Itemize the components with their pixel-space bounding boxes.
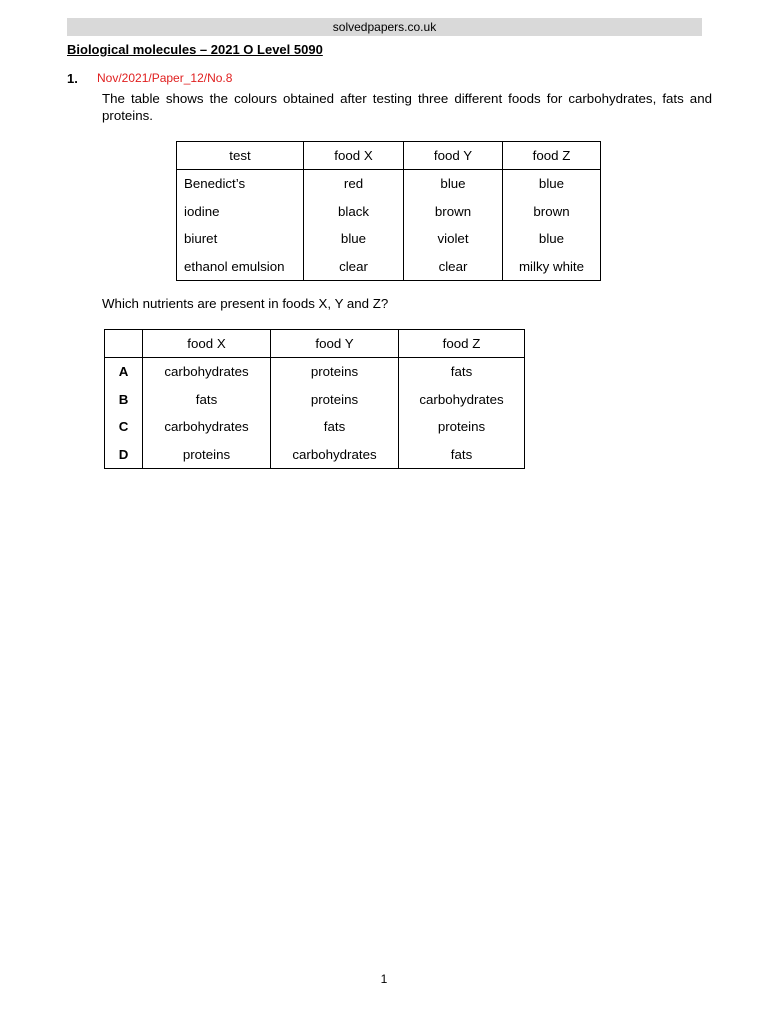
site-banner: solvedpapers.co.uk bbox=[67, 18, 702, 36]
table-row bbox=[177, 170, 601, 198]
answer-options-table bbox=[104, 329, 525, 469]
table-cell: carbohydrates bbox=[143, 358, 271, 386]
table-cell: biuret bbox=[177, 225, 304, 253]
table-row bbox=[177, 225, 601, 253]
option-letter: D bbox=[105, 441, 143, 469]
table-cell: iodine bbox=[177, 198, 304, 226]
header-cell: food Z bbox=[399, 330, 525, 358]
question-reference: Nov/2021/Paper_12/No.8 bbox=[97, 71, 233, 85]
header-cell: food Y bbox=[271, 330, 399, 358]
table-cell: milky white bbox=[503, 253, 601, 281]
table-cell: carbohydrates bbox=[271, 441, 399, 469]
table-header-row bbox=[177, 142, 601, 170]
table-cell: fats bbox=[399, 441, 525, 469]
question-intro: The table shows the colours obtained after testing three different foods for carbohydrates, fats and proteins. bbox=[102, 91, 712, 123]
table-header-row bbox=[105, 330, 525, 358]
table-cell: blue bbox=[503, 170, 601, 198]
table-cell: brown bbox=[503, 198, 601, 226]
table-cell: proteins bbox=[143, 441, 271, 469]
question-prompt: Which nutrients are present in foods X, Y and Z? bbox=[102, 296, 389, 311]
option-row bbox=[105, 441, 525, 469]
table-cell: proteins bbox=[399, 413, 525, 441]
table-cell: proteins bbox=[271, 386, 399, 414]
option-letter: B bbox=[105, 386, 143, 414]
page-number: 1 bbox=[380, 972, 388, 986]
table-cell: fats bbox=[271, 413, 399, 441]
table-cell: brown bbox=[404, 198, 503, 226]
table-cell: ethanol emulsion bbox=[177, 253, 304, 281]
option-row bbox=[105, 358, 525, 386]
table-cell: red bbox=[304, 170, 404, 198]
option-letter: C bbox=[105, 413, 143, 441]
header-cell: food X bbox=[304, 142, 404, 170]
table-cell: clear bbox=[404, 253, 503, 281]
table-cell: violet bbox=[404, 225, 503, 253]
table-cell: blue bbox=[503, 225, 601, 253]
table-row bbox=[177, 198, 601, 226]
table-cell: fats bbox=[143, 386, 271, 414]
table-cell: blue bbox=[304, 225, 404, 253]
header-cell: food Z bbox=[503, 142, 601, 170]
table-cell: black bbox=[304, 198, 404, 226]
header-cell: test bbox=[177, 142, 304, 170]
table-cell: carbohydrates bbox=[143, 413, 271, 441]
option-letter: A bbox=[105, 358, 143, 386]
header-cell: food Y bbox=[404, 142, 503, 170]
document-title: Biological molecules – 2021 O Level 5090 bbox=[67, 42, 323, 57]
table-cell: Benedict’s bbox=[177, 170, 304, 198]
option-row bbox=[105, 413, 525, 441]
option-row bbox=[105, 386, 525, 414]
table-cell: fats bbox=[399, 358, 525, 386]
table-cell: blue bbox=[404, 170, 503, 198]
table-cell: proteins bbox=[271, 358, 399, 386]
table-cell: clear bbox=[304, 253, 404, 281]
test-results-table bbox=[176, 141, 601, 281]
question-number: 1. bbox=[67, 71, 78, 86]
header-cell: food X bbox=[143, 330, 271, 358]
header-cell bbox=[105, 330, 143, 358]
table-cell: carbohydrates bbox=[399, 386, 525, 414]
table-row bbox=[177, 253, 601, 281]
